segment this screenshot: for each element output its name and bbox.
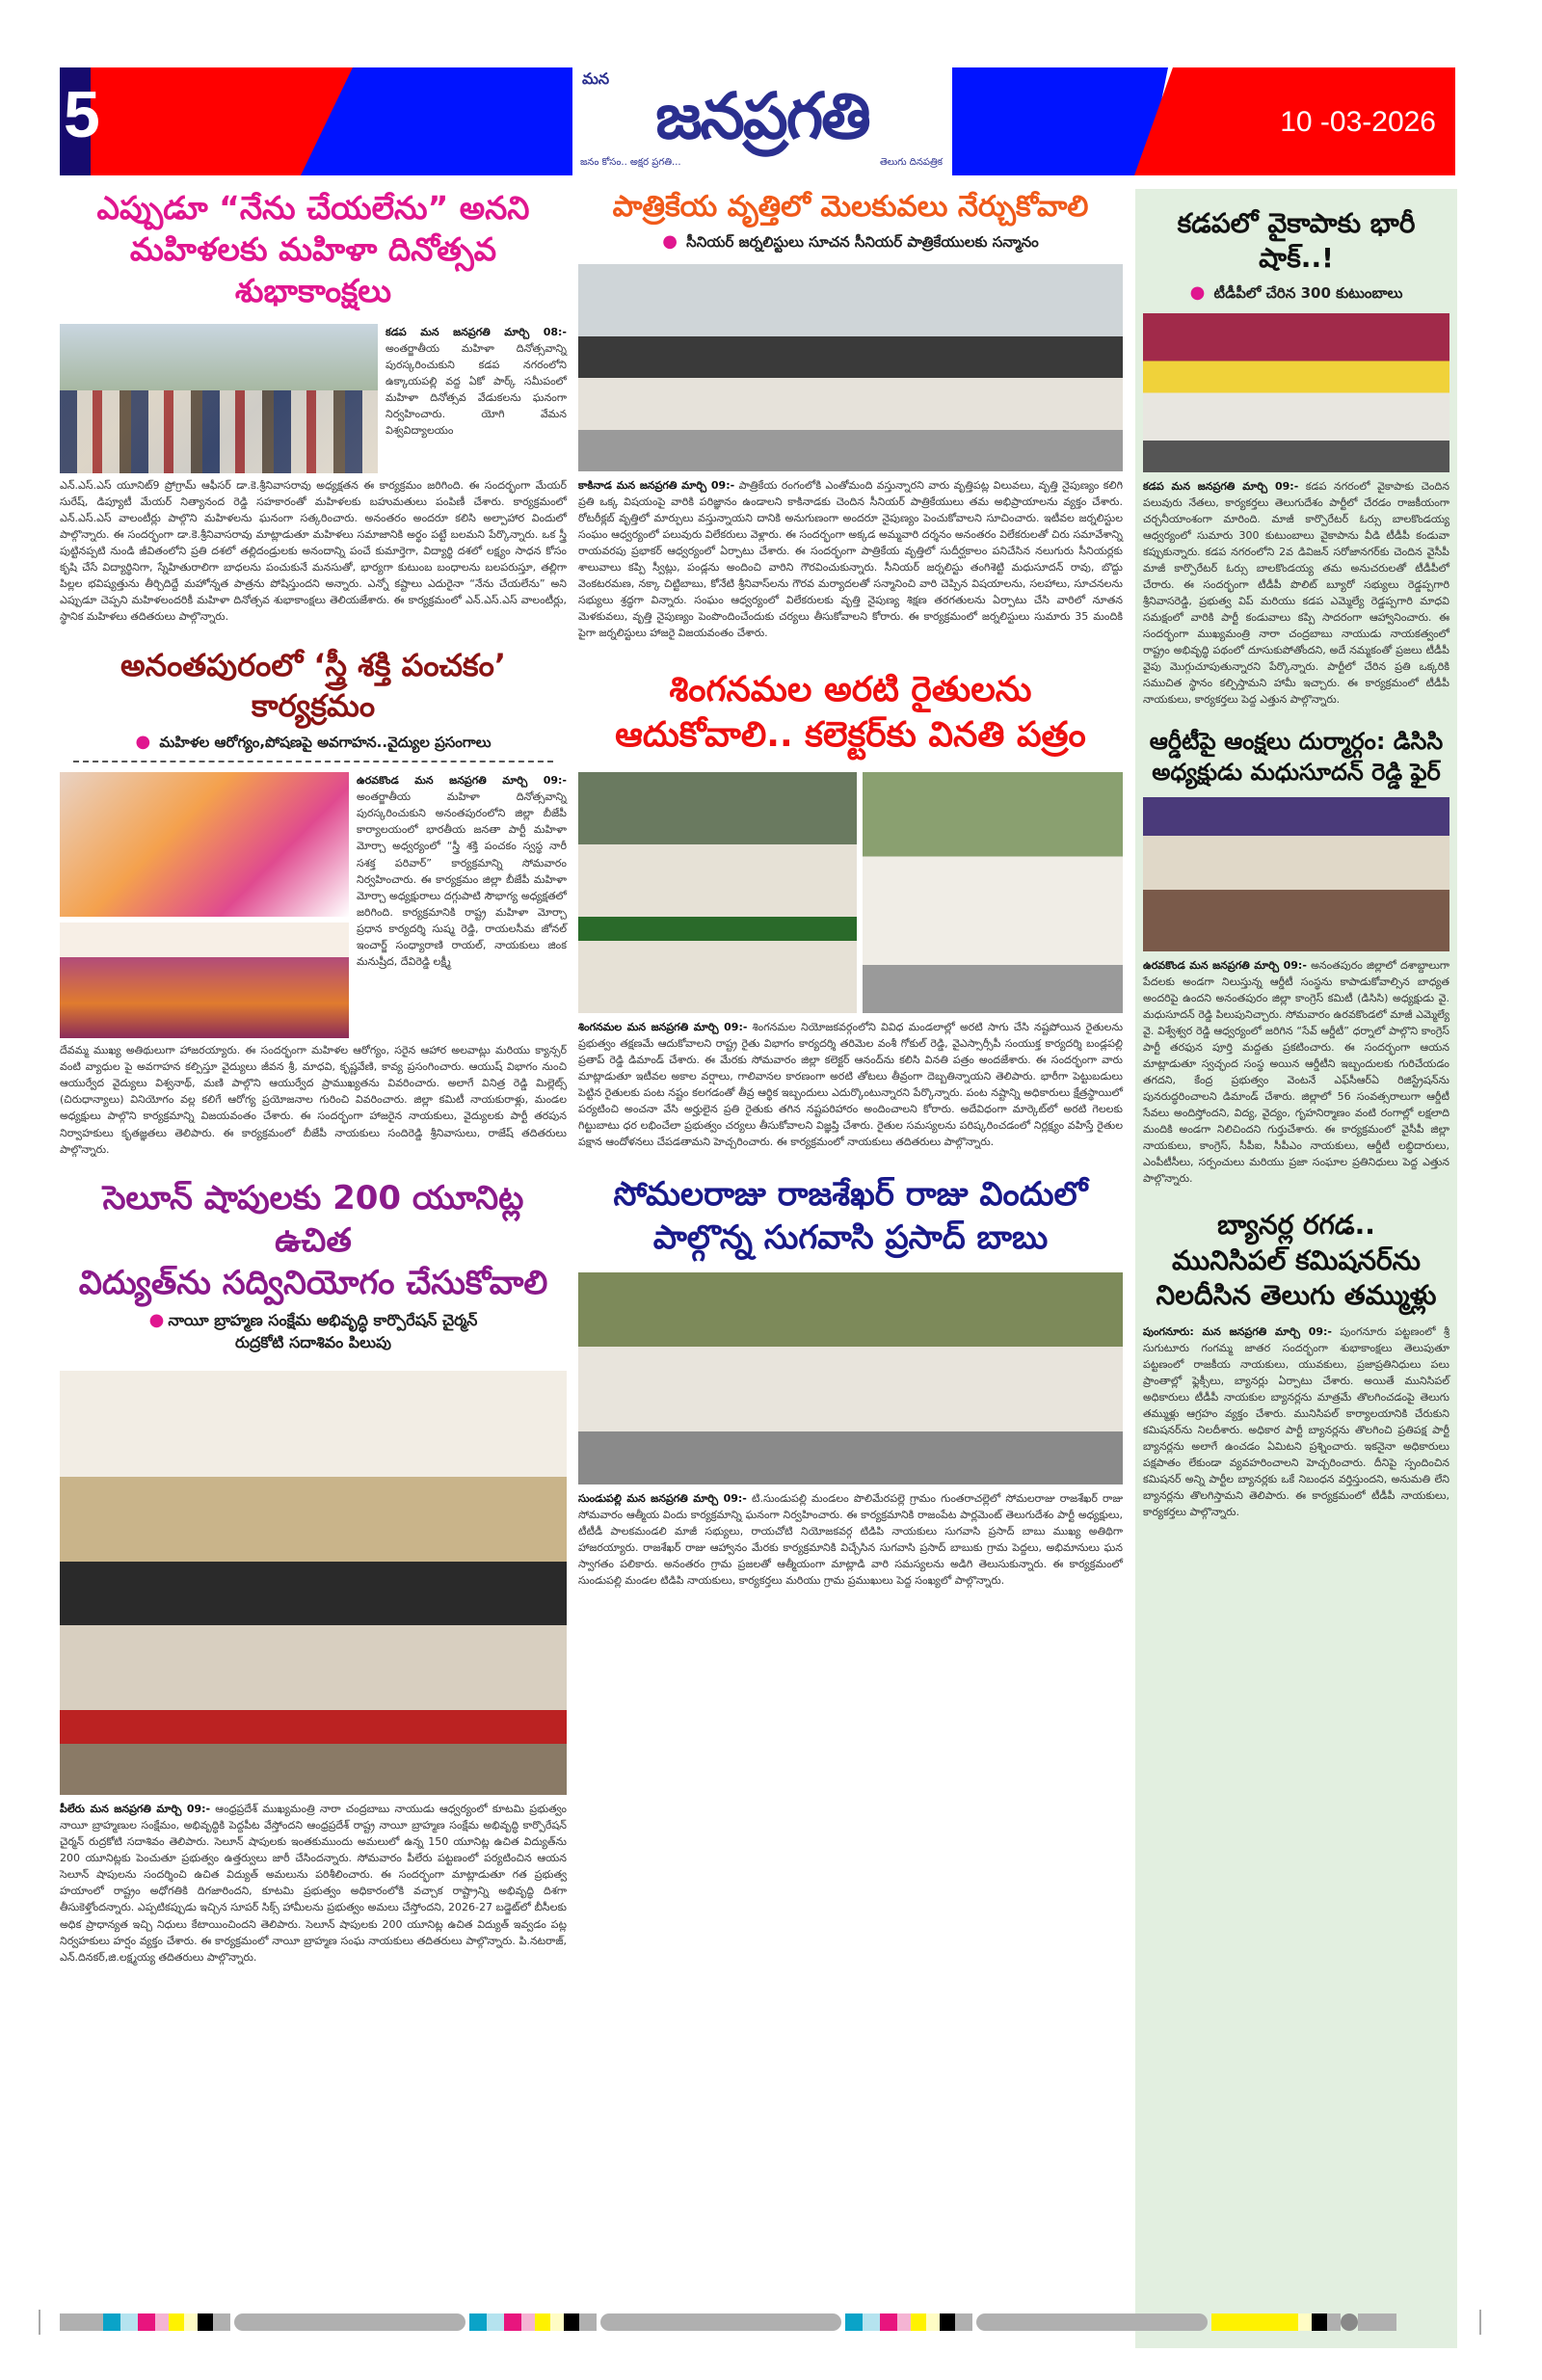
article-text: ఉరవకొండ మన జనప్రగతి మార్చి 09:- అనంతపురం జిల్లాలో దశాబ్దాలుగా పేదలకు అండగా నిలుస్తున్న ఆర్డీటీ సంస్థను కాపాడుకోవాల్సిన బాధ్యత అందరిపై ఉందని అనంతపురం జిల్లా కాంగ్రెస్ కమిటీ (డిసిసి) అధ్యక్షుడు వై. మధుసూదన్ రెడ్డి పిలుపునిచ్చారు. సోమవారం ఉరవకొండలో మాజీ ఎమ్మెల్యే వై. విశ్వేశ్వర రెడ్డి ఆధ్వర్యంలో జరిగిన “సేవ్ ఆర్డీటీ” ధర్నాలో పాల్గొని కాంగ్రెస్ పార్టీ తరఫున పూర్తి మద్దతు ప్రకటించారు. ఈ సందర్భంగా ఆయన మాట్లాడుతూ స్వచ్ఛంద సంస్థ అయిన ఆర్డీటీని ఇబ్బందులకు గురిచేయడం తగదని, కేంద్ర ప్రభుత్వం వెంటనే ఎఫ్‌సీఆర్‌ఏ రిజిస్ట్రేషన్‌ను పునరుద్ధరించాలని డిమాండ్ చేశారు. జిల్లాలో 56 సంవత్సరాలుగా ఆర్డీటీ సేవలు అందిస్తోందని, విద్య, వైద్యం, గృహనిర్మాణం వంటి రంగాల్లో లక్షలాది మందికి అండగా నిలిచిందని గుర్తుచేశారు. ఈ కార్యక్రమంలో వైసీపీ జిల్లా నాయకులు, కాంగ్రెస్, సీపీఐ, సీపీఎం నాయకులు, ఆర్డీటీ లబ్ధిదారులు, ఎంపీటీసీలు, సర్పంచులు మరియు ప్రజా సంఘాల ప్రతినిధులు పెద్ద ఎత్తున పాల్గొన్నారు. (1143, 958, 1449, 1186)
logo-subtitle: తెలుగు దినపత్రిక (879, 157, 943, 168)
article-text-side: కడప మన జనప్రగతి మార్చి 08:- అంతర్జాతీయ మహిళా దినోత్సవాన్ని పురస్కరించుకుని కడప నగరంలోని ఉక్కాయపల్లి వద్ద ఏకో పార్క్ సమీపంలో మహిళా దినోత్సవ వేడుకలను ఘనంగా నిర్వహించారు. యోగి వేమన విశ్వవిద్యాలయం (386, 325, 567, 437)
issue-date: 10 -03-2026 (1280, 106, 1436, 138)
subheadline: ● సీనియర్ జర్నలిస్టులు సూచన సీనియర్ పాత్రికేయులకు సన్మానం (662, 231, 1039, 252)
print-color-bar (60, 2313, 1457, 2331)
middle-column (578, 188, 1123, 1589)
article-rdt (1143, 727, 1449, 1187)
logo-name: జనప్రగతి (655, 79, 869, 153)
article-banners (1143, 1208, 1449, 1520)
headline[interactable]: పాత్రికేయ వృత్తిలో మెలకువలు నేర్చుకోవాలి (612, 190, 1089, 224)
headline[interactable]: సోమలరాజు రాజశేఖర్ రాజు విందులో పాల్గొన్న సుగవాసి ప్రసాద్ బాబు (613, 1175, 1088, 1257)
article-text: ఎన్.ఎస్.ఎస్ యూనిట్9 ప్రోగ్రామ్ ఆఫీసర్ డా.కె.శ్రీనివాసరావు అధ్యక్షతన ఈ కార్యక్రమం జరిగింది. ఈ సందర్భంగా మేయర్ సురేష్, డిప్యూటీ మేయర్ నిత్యానంద రెడ్డి సహకారంతో మహిళలకు బహుమతులు పంపిణీ చేశారు. కార్యక్రమంలో ఎన్.ఎస్.ఎస్ వాలంటీర్లు పాల్గొని మహిళలను ఘనంగా సత్కరించారు. అనంతరం అందరూ కలిసి అల్పాహార విందులో పాల్గొన్నారు. ఈ సందర్భంగా డా.కె.శ్రీనివాసరావు మాట్లాడుతూ మహిళలు సమాజానికి అర్థం పట్టే బలమని పేర్కొన్నారు. ఒక స్త్రీ పుట్టినప్పటి నుండి జీవితంలోని ప్రతి దశలో తల్లిదండ్రులకు అనందాన్ని పంచే కుమార్తెగా, విద్యార్థి దశలో లక్ష్యం సాధన కోసం కృషి చేసే విద్యార్థినిగా, స్నేహితురాలిగా బాధలను పంచుకునే మనసుతో, భార్యగా కుటుంబ బంధాలను బలపరుస్తూ, తల్లిగా పిల్లల భవిష్యత్తును తీర్చిదిద్దే మహోన్నత పాత్రను పోషిస్తుందని అన్నారు. ఎన్నో కష్టాలు ఎదురైనా “నేను చేయలేను” అని ఎప్పుడూ చెప్పని మహిళలందరికీ మహిళా దినోత్సవ శుభాకాంక్షలు తెలియజేశారు. ఈ కార్యక్రమంలో ఎన్.ఎస్.ఎస్ వాలంటీర్లు, స్థానిక మహిళలు తదితరులు పాల్గొన్నారు. (60, 478, 567, 624)
bullet-dot-icon: ● (148, 1310, 165, 1331)
bullet-dot-icon: ● (1189, 281, 1206, 303)
dateline: కాకినాడ మన జనప్రగతి మార్చి 09:- (578, 479, 735, 492)
photo-stack (60, 772, 349, 1038)
article-text-side: ఉరవకొండ మన జనప్రగతి మార్చి 09:- అంతర్జాతీయ మహిళా దినోత్సవాన్ని పురస్కరించుకుని అనంతపురంలోని జిల్లా బీజేపీ కార్యాలయంలో భారతీయ జనతా పార్టీ మహిళా మోర్చా అధ్వర్యంలో “స్త్రీ శక్తి పంచకం స్వస్థ నారీ సశక్త పరివార్” కార్యక్రమాన్ని సోమవారం నిర్వహించారు. ఈ కార్యక్రమం జిల్లా బీజేపీ మహిళా మోర్చా అధ్యక్షురాలు దగ్గుపాటి సౌభాగ్య అధ్యక్షతలో జరిగింది. కార్యక్రమానికి రాష్ట్ర మహిళా మోర్చా ప్రధాన కార్యదర్శి సుష్మ రెడ్డి, రాయలసీమ జోనల్ ఇంచార్జ్ సంధ్యారాణి రాయల్, నాయకులు జింక మనుష్రీద, దేవిరెడ్డి లక్ష్మీ (357, 774, 567, 968)
article-text: పీలేరు మన జనప్రగతి మార్చి 09:- ఆంధ్రప్రదేశ్ ముఖ్యమంత్రి నారా చంద్రబాబు నాయుడు ఆధ్వర్యంలో కూటమి ప్రభుత్వం నాయీ బ్రాహ్మణుల సంక్షేమం, అభివృద్ధికి పెద్దపీట వేస్తోందని ఆంధ్రప్రదేశ్ రాష్ట్ర నాయీ బ్రాహ్మణ సంక్షేమ అభివృద్ధి కార్పొరేషన్ చైర్మన్ రుద్రకోటి సదాశివం తెలిపారు. సెలూన్ షాపులకు ఇంతకుముందు అమలులో ఉన్న 150 యూనిట్ల ఉచిత విద్యుత్‌ను 200 యూనిట్లకు పెంచుతూ ప్రభుత్వం ఉత్తర్వులు జారీ చేసిందన్నారు. సోమవారం పీలేరు పట్టణంలో పర్యటించిన ఆయన సెలూన్ షాపులను సందర్శించి ఉచిత విద్యుత్ అమలును పరిశీలించారు. ఈ సందర్భంగా మాట్లాడుతూ గత ప్రభుత్వ హయాంలో రాష్ట్రం అధోగతికి దిగజారిందని, కూటమి ప్రభుత్వం అధికారంలోకి వచ్చాక రాష్ట్రాన్ని అభివృద్ధి దిశగా తీసుకెళ్తోందన్నారు. ఎప్పటికప్పుడు ఇచ్చిన సూపర్ సిక్స్ హామీలను ప్రభుత్వం అమలు చేస్తోందని, 2026-27 బడ్జెట్‌లో బీసీలకు అధిక ప్రాధాన్యత ఇచ్చి నిధులు కేటాయించిందని తెలిపారు. సెలూన్ షాపులకు 200 యూనిట్ల ఉచిత విద్యుత్ ఇవ్వడం పట్ల నిర్వహకులు హర్షం వ్యక్తం చేశారు. ఈ కార్యక్రమంలో నాయీ బ్రాహ్మణ సంఘ నాయకులు తదితరులు పాల్గొన్నారు. పి.నటరాజ్, ఎన్.దినకర్,జి.లక్ష్మయ్య తదితరులు పాల్గొన్నారు. (60, 1803, 568, 1964)
registration-mark-right (1479, 2310, 1481, 2335)
subheadline: ● నాయీ బ్రాహ్మణ సంక్షేమ అభివృద్ధి కార్పొరేషన్ చైర్మన్ రుద్రకోటి సదాశివం పిలుపు (148, 1310, 478, 1352)
article-text: దేవమ్మ ముఖ్య అతిథులుగా హాజరయ్యారు. ఈ సందర్భంగా మహిళల ఆరోగ్యం, సరైన ఆహార అలవాట్లు మరియు క్యాన్సర్ వంటి వ్యాధుల పై అవగాహన కల్పిస్తూ వైద్యులు జీవన శ్రీ, మాధవి, కృష్ణవేణి, కావ్య ప్రసంగించారు. ఆయుష్ విభాగం నుంచి ఆయుర్వేద వైద్యులు విశ్వనాథ్, మణి పాల్గొని ఆయుర్వేద ప్రాముఖ్యతను వివరించారు. అలాగే వినిత్ర రెడ్డి మిల్లెట్స్ (చిరుధాన్యాలు) వినియోగం వల్ల కలిగే ఆరోగ్య ప్రయోజనాల గురించి వివరించారు. జిల్లా కమిటీ నాయకురాళ్లు, మండల అధ్యక్షులు పాల్గొని కార్యక్రమాన్ని విజయవంతం చేశారు. ఈ సందర్భంగా హాజరైన నాయకులు, వైద్యులకు పార్టీ తరపున నిర్వాహకులు కృతజ్ఞతలు తెలిపారు. ఈ కార్యక్రమంలో బీజేపీ నాయకులు సందిరెడ్డి శ్రీనివాసులు, రాజేష్ తదితరులు పాల్గొన్నారు. (60, 1044, 567, 1156)
right-column (1135, 189, 1457, 2348)
article-text: సుండుపల్లి మన జనప్రగతి మార్చి 09:- టి.సుండుపల్లి మండలం పొలిమేరపల్లె గ్రామం గుంతరాచల్లెలో సోమలరాజు రాజశేఖర్ రాజు సోమవారం ఆత్మీయ విందు కార్యక్రమాన్ని ఘనంగా నిర్వహించారు. ఈ కార్యక్రమానికి రాజంపేట పార్లమెంట్ తెలుగుదేశం పార్టీ అధ్యక్షులు, టీటీడీ పాలకమండలి మాజీ సభ్యులు, రాయచోటి నియోజకవర్గ టిడిపి నాయకులు సుగవాసి ప్రసాద్ బాబు ముఖ్య అతిథిగా హాజరయ్యారు. రాజశేఖర్ రాజు ఆహ్వానం మేరకు కార్యక్రమానికి విచ్చేసిన సుగవాసి ప్రసాద్ బాబుకు గ్రామ పెద్దలు, అభిమానులు ఘన స్వాగతం పలికారు. అనంతరం గ్రామ ప్రజలతో ఆత్మీయంగా మాట్లాడి వారి సమస్యలను అడిగి తెలుసుకున్నారు. ఈ కార్యక్రమంలో సుండుపల్లి మండల టిడిపి నాయకులు, కార్యకర్తలు మరియు గ్రామ ప్రముఖులు పెద్ద సంఖ్యలో పాల్గొన్నారు. (578, 1491, 1124, 1588)
masthead (60, 67, 1455, 175)
dateline: పుంగనూరు: మన జనప్రగతి మార్చి 09:- (1143, 1324, 1332, 1338)
dateline: ఉరవకొండ మన జనప్రగతి మార్చి 09:- (357, 774, 567, 788)
page-number: 5 (64, 78, 100, 151)
article-banana-farmers (578, 668, 1123, 1150)
dateline: కడప మన జనప్రగతి మార్చి 09:- (1143, 479, 1299, 493)
page-number-box (60, 67, 100, 175)
headline[interactable]: ఆర్డీటీపై ఆంక్షలు దుర్మార్గం: డిసిసి అధ్యక్షుడు మధుసూదన్ రెడ్డి ఫైర్ (1149, 728, 1444, 786)
article-body-with-photo (60, 772, 567, 1038)
photo-row (578, 772, 1123, 1013)
left-column (60, 188, 567, 1966)
article-text: కాకినాడ మన జనప్రగతి మార్చి 09:- పాత్రికేయ రంగంలోకి ఎంతోమంది వస్తున్నారని వారు వృత్తిపట్ల విలువలు, వృత్తి నైపుణ్యం కలిగి ప్రతి ఒక్క విషయంపై వారికి పరిజ్ఞానం ఉండాలని కాకినాడకు చెందిన సీనియర్ పాత్రికేయులు తమ అభిప్రాయాలను వ్యక్తం చేశారు. రోటరీక్లబ్ వృత్తిలో మార్పులు వస్తున్నాయని దానికి అనుగుణంగా అందరూ నైపుణ్యం పెంచుకోవాలని సూచించారు. ఇటీవల జర్నలిస్టుల సంఘం ఆధ్వర్యంలో పలువురు విలేకరులు వెళ్లారు. ఈ సందర్భంగా అక్కడ అమ్మవారి దర్శనం అనంతరం విలేకరులతో చిరు సమావేశాన్ని రాయవరపు ప్రభాకర్ ఆధ్వర్యంలో ఏర్పాటు చేశారు. ఈ సందర్భంగా పాత్రికేయ వృత్తిలో సుదీర్ఘకాలం పనిచేసిన నలుగురు సీనియర్లకు శాలువాలు కప్పి స్వీట్లు, పండ్లను అందించి వారిని గౌరవించుకున్నారు. సీనియర్ జర్నలిస్టు తంగిశెట్టి మధుసూదన్ రావు, బొద్దు వెంకటరమణ, నక్కా చిట్టిబాబు, కోనేటి శ్రీనివాస్‌లను గౌరవ మర్యాదలతో సన్మానించి వారి చెప్పిన విషయాలను, సలహాలు, సూచనలను సభ్యులు శ్రద్ధగా విన్నారు. సంఘం ఆధ్వర్యంలో విలేకరులకు వృత్తి నైపుణ్య శిక్షణ తరగతులను ఏర్పాటు చేసి వారిలో నూతన మెళకువలు, వృత్తి నైపుణ్యం పెంపొందించేందుకు చర్యలు తీసుకోవాలని కోరారు. ఈ కార్యక్రమంలో జర్నలిస్టులు సుమారు 35 మందికి పైగా జర్నలిస్టులు హాజరై విజయవంతం చేశారు. (578, 479, 1123, 640)
subheadline: ● టీడీపీలో చేరిన 300 కుటుంబాలు (1189, 281, 1403, 303)
article-photo[interactable] (60, 923, 349, 1038)
logo-prefix: మన (582, 69, 610, 88)
headline[interactable]: ఎప్పుడూ “నేను చేయలేను” అనని మహిళలకు మహిళా దినోత్సవ శుభాకాంక్షలు (96, 189, 530, 309)
article-stree-shakti (60, 646, 567, 1158)
article-text: కడప మన జనప్రగతి మార్చి 09:- కడప నగరంలో వైకాపాకు చెందిన పలువురు నేతలు, కార్యకర్తలు తెలుగుదేశం పార్టీలో చేరడం రాజకీయంగా చర్చనీయాంశంగా మారింది. మాజీ కార్పొరేటర్ ఓర్సు బాలకొండయ్య ఆధ్వర్యంలో సుమారు 300 కుటుంబాలు వైకాపాను వీడి టీడీపీ కండువా కప్పుకున్నారు. కడప నగరంలోని 2వ డివిజన్ సరోజానగర్‌కు చెందిన వైసీపీ మాజీ కార్పొరేటర్ ఓర్సు బాలకొండయ్య తమ అనుచరులతో టీడీపీలో చేరారు. ఈ సందర్భంగా టీడీపీ పొలిట్ బ్యూరో సభ్యులు రెడ్డప్పగారి శ్రీనివాసరెడ్డి, ప్రభుత్వ విప్ మరియు కడప ఎమ్మెల్యే రెడ్డప్పగారి మాధవి సమక్షంలో వారికి పార్టీ కండువాలు కప్పి సాదరంగా ఆహ్వానించారు. ఈ సందర్భంగా ముఖ్యమంత్రి నారా చంద్రబాబు నాయుడు నాయకత్వంలో రాష్ట్రం అభివృద్ధి పథంలో దూసుకుపోతోందని, అదే నమ్మకంతో ప్రజలు టీడీపీ వైపు మొగ్గుచూపుతున్నారని పేర్కొన్నారు. పార్టీలో చేరిన ప్రతి ఒక్కరికి సముచిత స్థానం కల్పిస్తామని హామీ ఇచ్చారు. ఈ కార్యక్రమంలో టీడీపీ నాయకులు, కార్యకర్తలు పెద్ద ఎత్తున పాల్గొన్నారు. (1143, 479, 1449, 707)
newspaper-logo[interactable] (572, 67, 952, 175)
article-journalism (578, 188, 1123, 641)
article-text: శింగనమల మన జనప్రగతి మార్చి 09:- శింగనమల నియోజకవర్గంలోని వివిధ మండలాల్లో అరటి సాగు చేసి నష్టపోయిన రైతులను ప్రభుత్వం తక్షణమే ఆదుకోవాలని రాష్ట్ర రైతు విభాగం కార్యదర్శి తరిమెల వంశీ గోకుల్ రెడ్డి, వైఎస్సార్సీపీ సంయుక్త కార్యదర్శి బండ్లపల్లి ప్రతాప్ రెడ్డి డిమాండ్ చేశారు. ఈ మేరకు సోమవారం జిల్లా కలెక్టర్ ఆనంద్‌ను కలిసి వినతి పత్రం అందజేశారు. ఈ సందర్భంగా వారు మాట్లాడుతూ ఇటీవల అకాల వర్షాలు, గాలివానల కారణంగా అరటి తోటలు తీవ్రంగా దెబ్బతిన్నాయని తెలిపారు. భారీగా పెట్టుబడులు పెట్టిన రైతులకు పంట నష్టం కలగడంతో తీవ్ర ఆర్థిక ఇబ్బందులు ఎదుర్కొంటున్నారని పేర్కొన్నారు. పంట నష్టాన్ని అధికారులు క్షేత్రస్థాయిలో పర్యటించి అంచనా వేసి అర్హులైన ప్రతి రైతుకు తగిన నష్టపరిహారం అందించాలని కోరారు. అదేవిధంగా మార్కెట్‌లో అరటి గెలలకు గిట్టుబాటు ధర లభించేలా ప్రభుత్వం చర్యలు తీసుకోవాలని విజ్ఞప్తి చేశారు. రైతుల సమస్యలను పరిష్కరించడంలో నిర్లక్ష్యం వహిస్తే రైతుల పక్షాన ఆందోళనలు చేపడతామని హెచ్చరించారు. ఈ కార్యక్రమంలో నాయకులు తదితరులు పాల్గొన్నారు. (578, 1021, 1124, 1149)
article-photo[interactable] (1143, 797, 1449, 951)
article-photo[interactable] (863, 772, 1123, 1013)
article-photo[interactable] (60, 324, 378, 473)
article-photo[interactable] (578, 772, 857, 1013)
article-womens-day (60, 188, 567, 625)
article-text: పుంగనూరు: మన జనప్రగతి మార్చి 09:- పుంగనూరు పట్టణంలో శ్రీ సుగుటూరు గంగమ్మ జాతర సందర్భంగా శుభాకాంక్షలు తెలుపుతూ పట్టణంలో రాజకీయ నాయకులు, యువకులు, ప్రజాప్రతినిధులు పలు ప్రాంతాల్లో ఫ్లెక్సీలు, బ్యానర్లు ఏర్పాటు చేశారు. అయితే మునిసిపల్ అధికారులు టీడీపీ నాయకుల బ్యానర్లను మాత్రమే తొలగించడంపై తెలుగు తమ్ముళ్లు ఆగ్రహం వ్యక్తం చేశారు. మునిసిపల్ కార్యాలయానికి చేరుకుని కమిషనర్‌ను నిలదీశారు. అధికార పార్టీ బ్యానర్లను తొలగించి ప్రతిపక్ష పార్టీ బ్యానర్లను అలాగే ఉంచడం ఏమిటని ప్రశ్నించారు. ఇకనైనా అధికారులు పక్షపాతం లేకుండా వ్యవహరించాలని హెచ్చరించారు. దీనిపై స్పందించిన కమిషనర్ అన్ని పార్టీల బ్యానర్లకు ఒకే నిబంధన వర్తిస్తుందని, అనుమతి లేని బ్యానర్లను తొలగిస్తామని తెలిపారు. ఈ కార్యక్రమంలో టీడీపీ నాయకులు, కార్యకర్తలు పాల్గొన్నారు. (1143, 1324, 1449, 1519)
dateline: పీలేరు మన జనప్రగతి మార్చి 09:- (60, 1803, 211, 1816)
subheadline: ● మహిళల ఆరోగ్యం,పోషణపై అవగాహన..వైద్యుల ప్రసంగాలు (135, 732, 492, 753)
article-photo[interactable] (578, 264, 1123, 471)
dateline: సుండుపల్లి మన జనప్రగతి మార్చి 09:- (578, 1491, 747, 1505)
article-photo[interactable] (60, 1371, 567, 1795)
logo-tagline: జనం కోసం.. అక్షర ప్రగతి... (580, 157, 681, 168)
bullet-dot-icon: ● (135, 732, 151, 753)
headline[interactable]: అనంతపురంలో ‘స్త్రీ శక్తి పంచకం’ కార్యక్రమం (120, 647, 506, 724)
article-photo[interactable] (578, 1272, 1123, 1484)
headline[interactable]: బ్యానర్ల రగడ.. మునిసిపల్ కమిషనర్‌ను నిలదీసిన తెలుగు తమ్ముళ్లు (1156, 1209, 1437, 1312)
headline[interactable]: సెలూన్ షాపులకు 200 యూనిట్ల ఉచిత విద్యుత్‌ను సద్వినియోగం చేసుకోవాలి (78, 1178, 548, 1302)
dateline: శింగనమల మన జనప్రగతి మార్చి 09:- (578, 1021, 748, 1034)
article-photo[interactable] (60, 772, 349, 917)
article-body-with-photo (60, 324, 567, 473)
article-somalaraju (578, 1173, 1123, 1589)
dateline: కడప మన జనప్రగతి మార్చి 08:- (386, 325, 567, 338)
registration-mark-left (39, 2310, 40, 2335)
divider (73, 761, 553, 762)
headline[interactable]: కడపలో వైకాపాకు భారీ షాక్..! (1177, 207, 1416, 275)
article-salon-electricity (60, 1177, 567, 1966)
dateline: ఉరవకొండ మన జనప్రగతి మార్చి 09:- (1143, 958, 1307, 972)
bullet-dot-icon: ● (662, 231, 678, 252)
article-photo[interactable] (1143, 313, 1449, 472)
article-kadapa-ycp (1143, 189, 1449, 708)
headline[interactable]: శింగనమల అరటి రైతులను ఆదుకోవాలి.. కలెక్టర్‌కు వినతి పత్రం (615, 670, 1086, 756)
